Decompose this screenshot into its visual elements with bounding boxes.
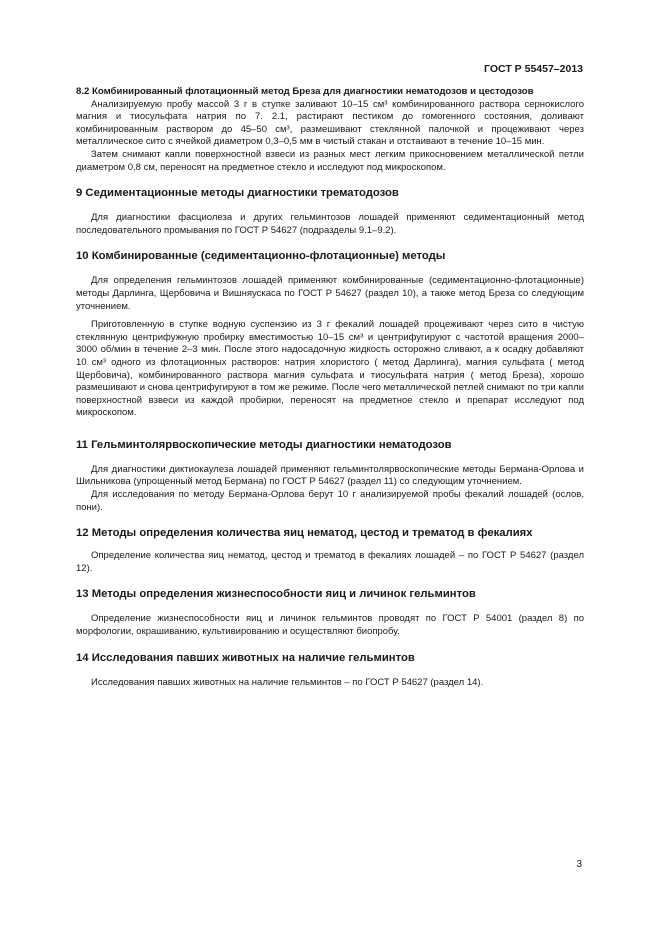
section-11-title: 11 Гельминтолярвоскопические методы диагностики нематодозов (76, 438, 452, 451)
page-content (76, 86, 584, 689)
section-14-paragraph-1: Исследования павших животных на наличие гельминтов – по ГОСТ Р 54627 (раздел 14). (91, 676, 484, 688)
section-9-title: 9 Седиментационные методы диагностики трематодозов (76, 187, 399, 200)
section-10-paragraph-2: Приготовленную в ступке водную суспензию из 3 г фекалий лошадей процеживают через сито в чистую стеклянную центрифужную пробирку вместимостью 10–15 см³ и центрифугируют с частотой вращения 2000– 3000 об/мин в течение 2–3 мин. После этого надосадочную жидкость осторожно сливают, а к осадку добавляют 10 см³ одного из флотационных растворов: натрия хлористого ( метод Дарлинга), магния сульфата ( метод Щербовича), комбинированного раствора магния сульфата и тиосульфата натрия ( метод Бреза), хорошо размешивают и снова центрифугируют в том же режиме. После чего металлической петлей снимают по три капли поверхностной взвеси из каждой пробирки, переносят на предметное стекло и препарат исследуют под микроскопом. (76, 319, 584, 419)
section-10-paragraph-1: Для определения гельминтозов лошадей применяют комбинированные (седиментационно-флотационные) методы Дарлинга, Щербовича и Вишняускаса по ГОСТ Р 54627 (раздел 10), а также метод Бреза со следующим уточнением. (76, 275, 584, 312)
subsection-8-2-title: 8.2 Комбинированный флотационный метод Бреза для диагностики нематодозов и цестодозов (76, 86, 534, 97)
section-13-title: 13 Методы определения жизнеспособности яиц и личинок гельминтов (76, 588, 476, 601)
section-10-title: 10 Комбинированные (седиментационно-флотационные) методы (76, 250, 446, 263)
standard-header: ГОСТ Р 55457–2013 (484, 63, 583, 75)
section-11-paragraph-2: Для исследования по методу Бермана-Орлова берут 10 г анализируемой пробы фекалий лошадей (ослов, пони). (76, 489, 584, 513)
page-number: 3 (576, 859, 582, 870)
section-13-paragraph-1: Определение жизнеспособности яиц и личинок гельминтов проводят по ГОСТ Р 54001 (раздел 8) по морфологии, окрашиванию, культивированию и осуществляют биопробу. (76, 613, 584, 638)
section-12-paragraph-1: Определение количества яиц нематод, цестод и трематод в фекалиях лошадей – по ГОСТ Р 54627 (раздел 12). (76, 550, 584, 574)
section-14-title: 14 Исследования павших животных на наличие гельминтов (76, 651, 415, 664)
subsection-8-2-paragraph-2: Затем снимают капли поверхностной взвеси из разных мест легким прикосновением металлической петли диаметром 0,8 см, переносят на предметное стекло и исследуют под микроскопом. (76, 148, 584, 173)
section-9-paragraph-1: Для диагностики фасциолеза и других гельминтозов лошадей применяют седиментационный метод последовательного промывания по ГОСТ Р 54627 (подразделы 9.1–9.2). (76, 212, 584, 236)
section-12-title: 12 Методы определения количества яиц нематод, цестод и трематод в фекалиях (76, 527, 533, 540)
section-11-paragraph-1: Для диагностики диктиокаулеза лошадей применяют гельминтолярвоскопические методы Бермана-Орлова и Шильникова (упрощенный метод Бермана) по ГОСТ Р 54627 (раздел 11) со следующим уточнением. (76, 463, 584, 488)
subsection-8-2-paragraph-1: Анализируемую пробу массой 3 г в ступке заливают 10–15 см³ комбинированного раствора сернокислого магния и тиосульфата натрия по 7. 2.1, растирают пестиком до гомогенного состояния, доливают комбинированным раствором до 45–50 см³, размешивают стеклянной палочкой и процеживают через металлическое сито с ячейкой диаметром 0,3–0,5 мм в чистый стакан и отстаивают в течение 10–15 мин. (76, 98, 584, 148)
